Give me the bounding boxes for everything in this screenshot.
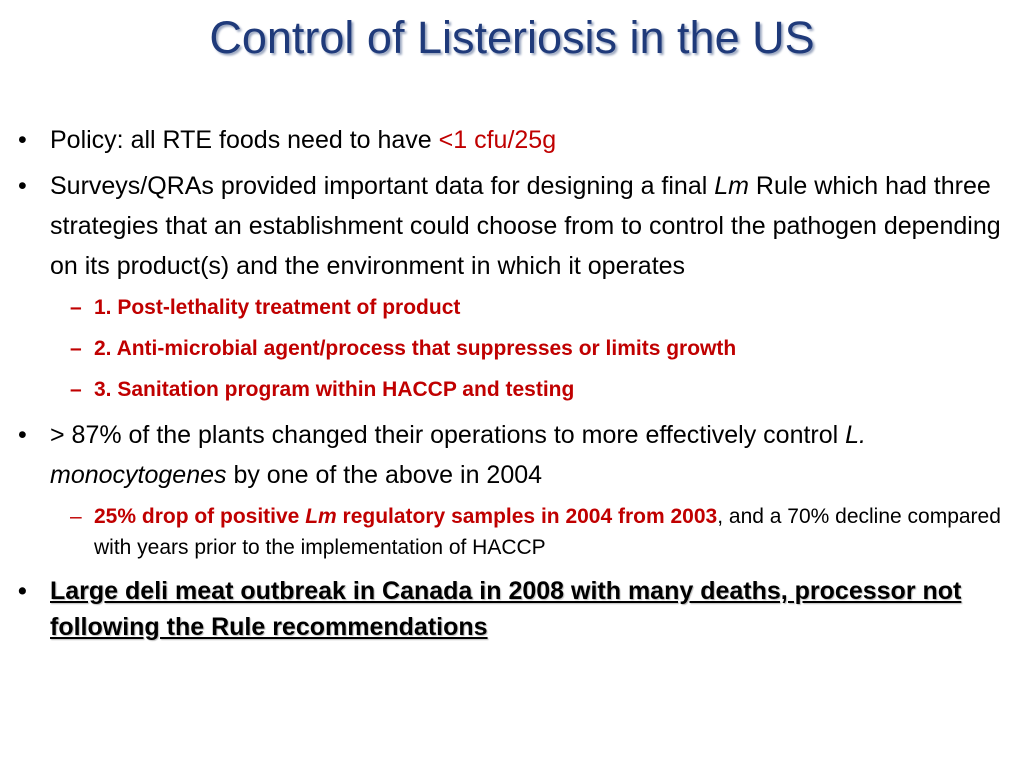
bullet-icon: •: [18, 421, 27, 449]
strategy-text: 3. Sanitation program within HACCP and testing: [94, 378, 575, 401]
bullet-outbreak: [18, 573, 1018, 645]
dash-icon: –: [70, 505, 82, 528]
policy-text: Policy: all RTE foods need to have: [50, 126, 439, 154]
strategy-text: 2. Anti-microbial agent/process that suppresses or limits growth: [94, 337, 737, 360]
decline-red-1: 25% drop of positive: [94, 505, 306, 528]
bullet-icon: •: [18, 126, 27, 154]
decline-rest: , and a 70% decline compared with years prior to the implementation of HACCP: [94, 505, 1001, 559]
slide-title: Control of Listeriosis in the US: [209, 12, 815, 63]
surveys-italic: Lm: [714, 172, 749, 200]
outbreak-text: Large deli meat outbreak in Canada in 2008 with many deaths, processor not following the Rule recommendations: [50, 577, 962, 641]
strategy-item: [18, 374, 1018, 405]
strategy-item: [18, 333, 1018, 364]
strategy-item: [18, 292, 1018, 323]
plants-italic: L. monocytogenes: [50, 421, 867, 489]
dash-icon: –: [70, 337, 82, 360]
bullet-icon: •: [18, 172, 27, 200]
dash-icon: –: [70, 378, 82, 401]
decline-red-2: regulatory samples in 2004 from 2003: [336, 505, 718, 528]
bullet-plants: [18, 415, 1018, 495]
policy-highlight: <1 cfu/25g: [438, 126, 557, 154]
dash-icon: –: [70, 296, 82, 319]
bullet-surveys: [18, 166, 1018, 286]
surveys-text-1: Surveys/QRAs provided important data for designing a final: [50, 172, 715, 200]
bullet-icon: •: [18, 577, 27, 605]
strategy-text: 1. Post-lethality treatment of product: [94, 296, 461, 319]
plants-text-1: > 87% of the plants changed their operations to more effectively control: [50, 421, 846, 449]
plants-text-2: by one of the above in 2004: [226, 461, 543, 489]
surveys-text-2: Rule which had three strategies that an establishment could choose from to control the pathogen depending on its product(s) and the environment in which it operates: [50, 172, 1001, 280]
bullet-policy: [18, 120, 1018, 160]
decline-red-italic: Lm: [305, 505, 337, 528]
decline-item: [18, 501, 1018, 563]
slide-body: [18, 120, 1018, 651]
